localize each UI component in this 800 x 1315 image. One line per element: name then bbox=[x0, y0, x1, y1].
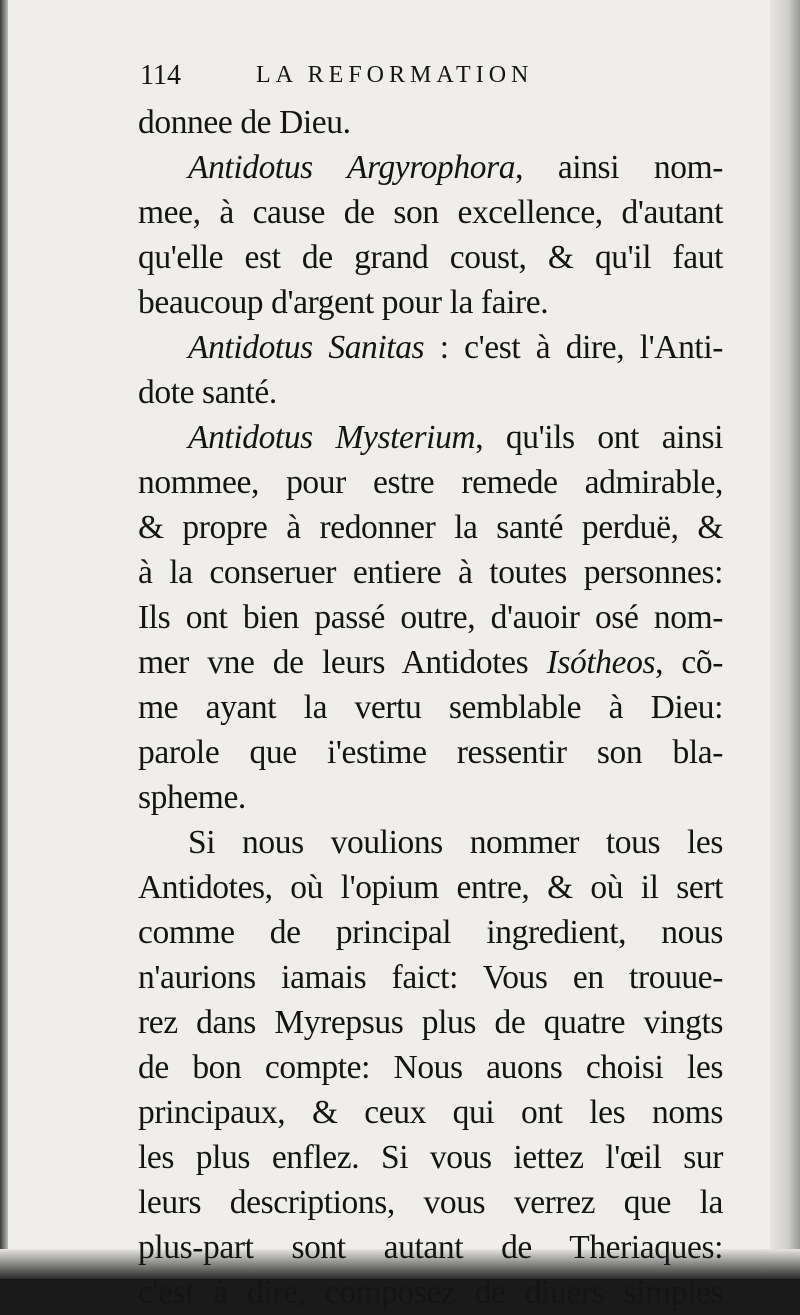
italic-term: Antidotus Sanitas bbox=[188, 329, 425, 366]
text-line bbox=[138, 235, 723, 280]
text-run: plus-part sont autant de Theriaques: bbox=[138, 1229, 723, 1266]
text-line bbox=[138, 415, 723, 460]
text-line bbox=[138, 325, 723, 370]
text-run: & propre à redonner la santé perduë, & bbox=[138, 509, 723, 546]
text-run: , ainsi nom- bbox=[515, 149, 723, 186]
text-run: comme de principal ingredient, nous bbox=[138, 914, 723, 951]
text-run: , cõ- bbox=[655, 644, 724, 681]
text-run: rez dans Myrepsus plus de quatre vingts bbox=[138, 1004, 723, 1041]
text-line bbox=[138, 865, 723, 910]
text-line bbox=[138, 280, 723, 325]
text-run: Si nous voulions nommer tous les bbox=[188, 824, 723, 861]
italic-term: Antidotus Argyrophora bbox=[188, 149, 516, 186]
page-number: 114 bbox=[140, 60, 181, 91]
text-line bbox=[138, 775, 723, 820]
text-line bbox=[138, 460, 723, 505]
text-line bbox=[138, 910, 723, 955]
text-run: parole que i'estime ressentir son bla- bbox=[138, 734, 723, 771]
text-line bbox=[138, 1270, 723, 1315]
text-run: n'aurions iamais faict: Vous en trouue- bbox=[138, 959, 723, 996]
text-line bbox=[138, 1000, 723, 1045]
text-run: nommee, pour estre remede admirable, bbox=[138, 464, 723, 501]
text-run: principaux, & ceux qui ont les noms bbox=[138, 1094, 723, 1131]
text-run: de bon compte: Nous auons choisi les bbox=[138, 1049, 723, 1086]
text-run: : c'est à dire, l'Anti- bbox=[424, 329, 723, 366]
text-run: , qu'ils ont ainsi bbox=[475, 419, 723, 456]
text-run: à la conseruer entiere à toutes personnes: bbox=[138, 554, 723, 591]
text-run: mer vne de leurs Antidotes bbox=[138, 644, 547, 681]
text-run: mee, à cause de son excellence, d'autant bbox=[138, 194, 723, 231]
text-line bbox=[138, 145, 723, 190]
text-line bbox=[138, 370, 723, 415]
italic-term: Antidotus Mysterium bbox=[188, 419, 476, 456]
text-line bbox=[138, 1090, 723, 1135]
page-text bbox=[138, 58, 723, 1315]
text-line bbox=[138, 685, 723, 730]
text-line bbox=[138, 640, 723, 685]
text-run: beaucoup d'argent pour la faire. bbox=[138, 284, 549, 321]
text-run: Ils ont bien passé outre, d'auoir osé nom- bbox=[138, 599, 723, 636]
text-run: qu'elle est de grand coust, & qu'il faut bbox=[138, 239, 723, 276]
text-line bbox=[138, 595, 723, 640]
text-run: les plus enflez. Si vous iettez l'œil sur bbox=[138, 1139, 723, 1176]
text-run: c'est à dire, composez de diuers simples bbox=[138, 1274, 723, 1311]
text-line bbox=[138, 190, 723, 235]
text-line bbox=[138, 1135, 723, 1180]
italic-term: Isótheos bbox=[546, 644, 656, 681]
text-run: dote santé. bbox=[138, 374, 277, 411]
page-right-edge bbox=[770, 0, 800, 1279]
running-head bbox=[138, 58, 723, 100]
text-run: donnee de Dieu. bbox=[138, 104, 351, 141]
running-title: LA REFORMATION bbox=[256, 62, 534, 88]
text-run: me ayant la vertu semblable à Dieu: bbox=[138, 689, 723, 726]
text-run: spheme. bbox=[138, 779, 246, 816]
text-line bbox=[138, 1045, 723, 1090]
text-line bbox=[138, 820, 723, 865]
text-line bbox=[138, 505, 723, 550]
text-line bbox=[138, 1180, 723, 1225]
text-run: Antidotes, où l'opium entre, & où il sert bbox=[138, 869, 723, 906]
text-line bbox=[138, 550, 723, 595]
body-text bbox=[138, 100, 723, 1315]
text-line bbox=[138, 1225, 723, 1270]
page-gutter-shadow bbox=[0, 0, 8, 1279]
text-line bbox=[138, 730, 723, 775]
text-run: leurs descriptions, vous verrez que la bbox=[138, 1184, 723, 1221]
text-line bbox=[138, 955, 723, 1000]
text-line bbox=[138, 100, 723, 145]
